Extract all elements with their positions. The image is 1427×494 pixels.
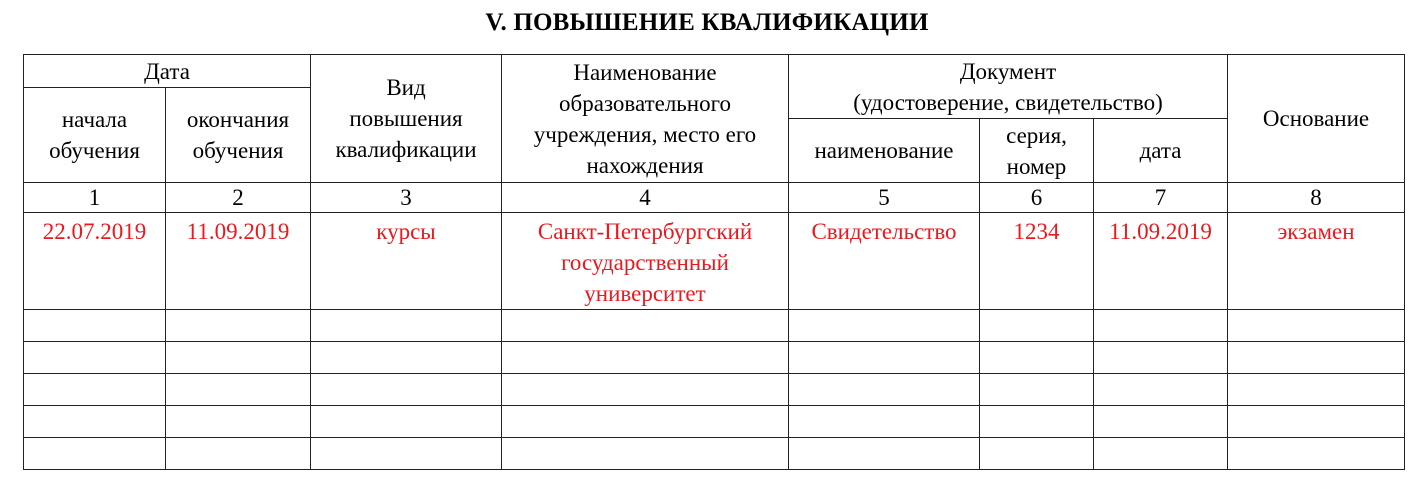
cell-kind: курсы [311, 213, 502, 310]
header-inst-line3: учреждения, место его [533, 121, 757, 147]
empty-cell [502, 342, 789, 374]
empty-cell [502, 438, 789, 470]
header-doc-serial-line2: номер [1006, 153, 1067, 179]
empty-cell [502, 310, 789, 342]
header-start-line2: обучения [49, 138, 140, 163]
empty-cell [789, 310, 980, 342]
column-number: 5 [789, 183, 980, 213]
empty-cell [1094, 406, 1228, 438]
empty-cell [980, 310, 1094, 342]
header-start-date [24, 88, 166, 183]
header-institution [502, 55, 789, 183]
empty-row [24, 342, 1405, 374]
column-number: 2 [166, 183, 311, 213]
header-kind-line3: квалификации [335, 137, 477, 162]
header-doc-line2: (удостоверение, свидетельство) [853, 89, 1163, 115]
header-end-line2: обучения [192, 138, 284, 163]
cell-start-date: 22.07.2019 [24, 213, 166, 310]
empty-cell [166, 310, 311, 342]
table-row [24, 213, 1405, 310]
header-kind [311, 55, 502, 183]
empty-cell [311, 342, 502, 374]
empty-cell [166, 438, 311, 470]
empty-cell [1228, 438, 1405, 470]
cell-doc-serial: 1234 [980, 213, 1094, 310]
column-number: 8 [1228, 183, 1405, 213]
column-number: 6 [980, 183, 1094, 213]
header-document-group [789, 55, 1228, 119]
cell-basis: экзамен [1228, 213, 1405, 310]
empty-cell [166, 374, 311, 406]
empty-row [24, 438, 1405, 470]
header-start-line1: начала [61, 107, 128, 132]
empty-cell [789, 438, 980, 470]
header-end-line1: окончания [186, 107, 290, 132]
empty-cell [789, 406, 980, 438]
empty-cell [311, 310, 502, 342]
empty-cell [980, 438, 1094, 470]
header-doc-serial [980, 119, 1094, 183]
cell-doc-date: 11.09.2019 [1094, 213, 1228, 310]
header-doc-line1: Документ [959, 58, 1057, 84]
empty-cell [1228, 310, 1405, 342]
header-row-1 [24, 55, 1405, 88]
cell-institution-line2: государственный [561, 250, 729, 275]
column-number: 4 [502, 183, 789, 213]
empty-cell [311, 406, 502, 438]
column-number-row [24, 183, 1405, 213]
cell-institution-line3: университет [584, 281, 706, 306]
empty-cell [24, 406, 166, 438]
header-kind-line2: повышения [349, 106, 463, 131]
qualification-table [23, 54, 1405, 470]
empty-cell [980, 406, 1094, 438]
empty-row [24, 406, 1405, 438]
empty-cell [1094, 342, 1228, 374]
header-doc-name: наименование [789, 119, 980, 183]
empty-cell [789, 342, 980, 374]
empty-cell [1094, 310, 1228, 342]
empty-cell [980, 374, 1094, 406]
page-title: V. ПОВЫШЕНИЕ КВАЛИФИКАЦИИ [485, 9, 929, 36]
empty-row [24, 374, 1405, 406]
empty-cell [311, 374, 502, 406]
empty-cell [980, 342, 1094, 374]
cell-institution-line1: Санкт-Петербургский [537, 219, 753, 244]
header-inst-line2: образовательного [559, 90, 731, 116]
cell-doc-name: Свидетельство [789, 213, 980, 310]
cell-institution [502, 213, 789, 310]
empty-cell [1228, 342, 1405, 374]
empty-cell [1094, 374, 1228, 406]
empty-cell [502, 374, 789, 406]
empty-row [24, 310, 1405, 342]
header-inst-line1: Наименование [573, 59, 717, 85]
empty-cell [24, 438, 166, 470]
empty-cell [24, 310, 166, 342]
empty-cell [789, 374, 980, 406]
header-end-date [166, 88, 311, 183]
empty-cell [1094, 438, 1228, 470]
empty-cell [1228, 406, 1405, 438]
empty-cell [1228, 374, 1405, 406]
empty-cell [24, 342, 166, 374]
header-inst-line4: нахождения [586, 152, 704, 178]
column-number: 1 [24, 183, 166, 213]
header-doc-date: дата [1094, 119, 1228, 183]
empty-cell [311, 438, 502, 470]
header-basis: Основание [1228, 55, 1405, 183]
header-kind-line1: Вид [386, 75, 426, 100]
cell-end-date: 11.09.2019 [166, 213, 311, 310]
empty-cell [24, 374, 166, 406]
empty-cell [502, 406, 789, 438]
empty-cell [166, 406, 311, 438]
empty-cell [166, 342, 311, 374]
header-doc-serial-line1: серия, [1006, 122, 1067, 148]
header-date-group: Дата [24, 55, 311, 88]
column-number: 7 [1094, 183, 1228, 213]
column-number: 3 [311, 183, 502, 213]
